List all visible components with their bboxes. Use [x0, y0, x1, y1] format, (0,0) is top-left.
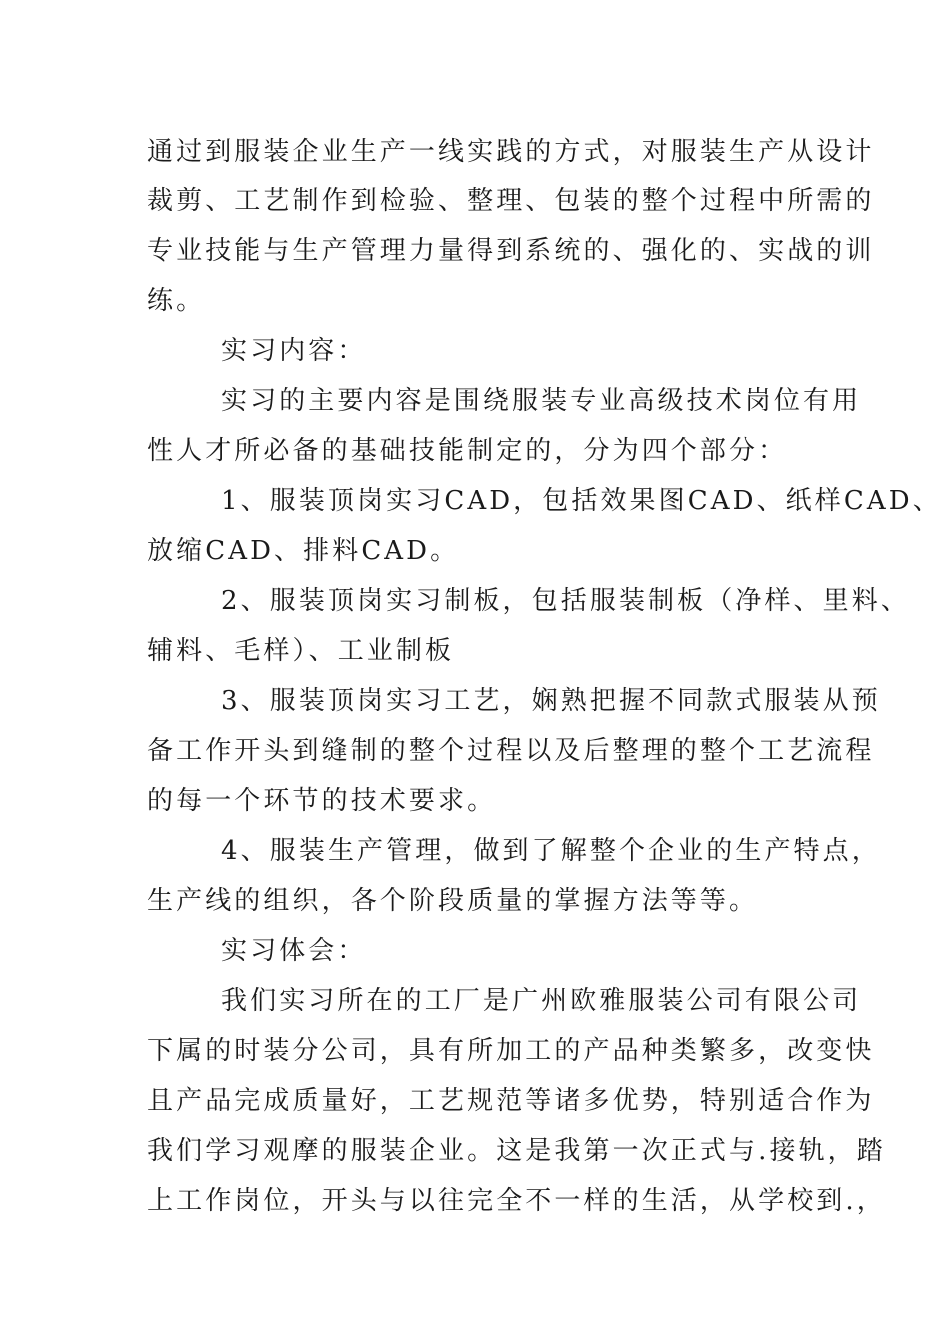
list-item-2: 2、服装顶岗实习制板，包括服装制板（净样、里料、	[221, 586, 910, 616]
paragraph-line: 专业技能与生产管理力量得到系统的、强化的、实战的训	[147, 236, 875, 266]
list-item-4: 4、服装生产管理，做到了解整个企业的生产特点，	[221, 836, 881, 866]
paragraph-line: 且产品完成质量好，工艺规范等诸多优势，特别适合作为	[147, 1086, 875, 1116]
paragraph-line: 性人才所必备的基础技能制定的，分为四个部分：	[147, 436, 788, 466]
paragraph-line: 练。	[147, 286, 206, 316]
list-item-1-continued: 放缩CAD、排料CAD。	[147, 536, 460, 566]
paragraph-line: 实习的主要内容是围绕服装专业高级技术岗位有用	[221, 386, 862, 416]
paragraph-line: 下属的时装分公司，具有所加工的产品种类繁多，改变快	[147, 1036, 875, 1066]
list-item-3-continued: 的每一个环节的技术要求。	[147, 786, 497, 816]
paragraph-line: 裁剪、工艺制作到检验、整理、包装的整个过程中所需的	[147, 186, 875, 216]
paragraph-line: 我们实习所在的工厂是广州欧雅服装公司有限公司	[221, 986, 862, 1016]
list-item-3: 3、服装顶岗实习工艺，娴熟把握不同款式服装从预	[221, 686, 881, 716]
section-heading-content: 实习内容：	[221, 336, 367, 366]
list-item-2-continued: 辅料、毛样）、工业制板	[147, 636, 455, 666]
list-item-4-continued: 生产线的组织，各个阶段质量的掌握方法等等。	[147, 886, 759, 916]
paragraph-line: 通过到服装企业生产一线实践的方式，对服装生产从设计	[147, 137, 875, 167]
paragraph-line: 上工作岗位，开头与以往完全不一样的生活，从学校到.，	[147, 1186, 886, 1216]
section-heading-experience: 实习体会：	[221, 936, 367, 966]
list-item-1: 1、服装顶岗实习CAD，包括效果图CAD、纸样CAD、	[221, 486, 942, 516]
list-item-3-continued: 备工作开头到缝制的整个过程以及后整理的整个工艺流程	[147, 736, 875, 766]
paragraph-line: 我们学习观摩的服装企业。这是我第一次正式与.接轨，踏	[147, 1136, 886, 1166]
